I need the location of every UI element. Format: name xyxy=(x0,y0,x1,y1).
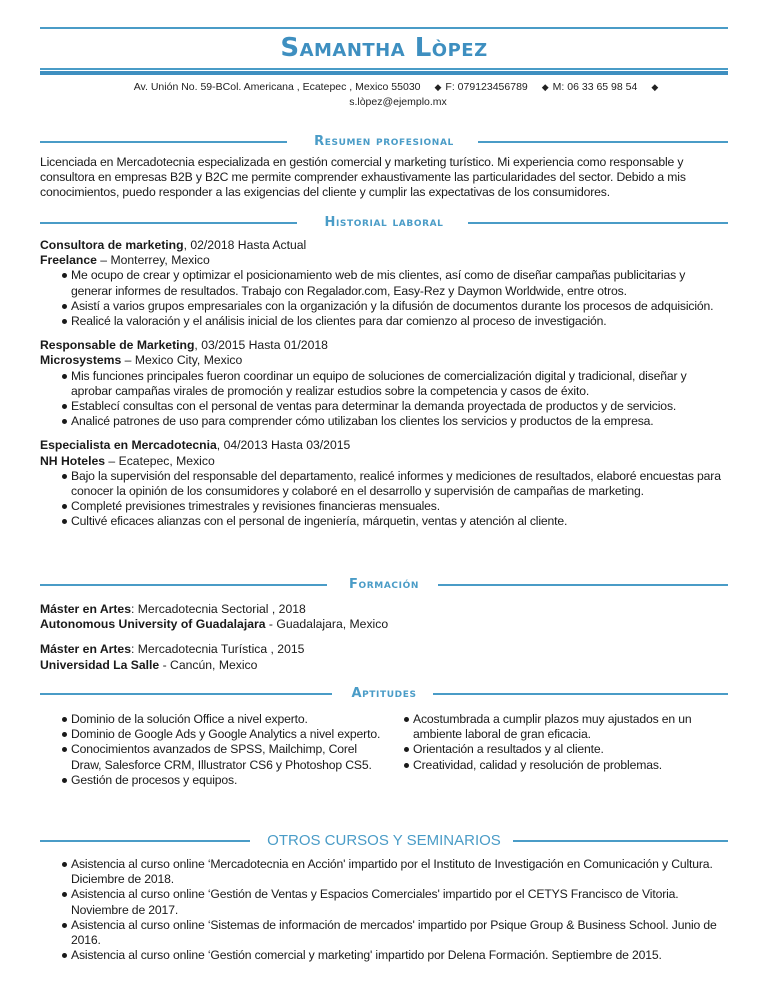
job-role: Especialista en Mercadotecnia xyxy=(40,438,217,453)
job-bullets xyxy=(40,369,728,430)
candidate-name: Samantha Lòpez xyxy=(280,33,488,63)
job-location: – Monterrey, Mexico xyxy=(96,253,210,268)
courses-list xyxy=(40,857,728,963)
section-header-education xyxy=(40,575,728,595)
list-item: Asistencia al curso online ‘Gestión de Ventas y Espacios Comerciales' impartido por el CETYS Francisco de Vitoria. Noviembre de 2017. xyxy=(71,887,728,917)
section-title: Resumen profesional xyxy=(302,134,466,149)
job-entry xyxy=(40,438,728,529)
list-item: Bajo la supervisión del responsable del departamento, realicé informes y mediciones de resultados, elaboré encuestas para conocer la opinión de los consumidores y colaboré en el desarrollo y supervisión de campañas de marketing. xyxy=(71,469,728,499)
section-header-experience xyxy=(40,213,728,233)
degree-field: : Mercadotecnia Sectorial , 2018 xyxy=(131,602,306,616)
job-company: NH Hoteles xyxy=(40,453,106,468)
list-item: Gestión de procesos y equipos. xyxy=(71,773,384,788)
experience-list xyxy=(40,238,728,539)
list-item: Acostumbrada a cumplir plazos muy ajustados en un ambiente laboral de gran eficacia. xyxy=(413,712,728,742)
education-entry xyxy=(40,642,728,672)
school-location: - Cancún, Mexico xyxy=(159,657,258,672)
school-location: - Guadalajara, Mexico xyxy=(265,617,389,632)
list-item: Completé previsiones trimestrales y revisiones financieras mensuales. xyxy=(71,499,728,514)
contact-info xyxy=(98,80,698,110)
name-divider-thin xyxy=(40,68,728,70)
list-item: Asistí a varios grupos empresariales con la organización y la difusión de documentos durante los procesos de adquisición. xyxy=(71,299,728,314)
list-item: Asistencia al curso online ‘Sistemas de información de mercados' impartido por Psique Group & Business School. Junio de 2016. xyxy=(71,918,728,948)
job-dates: , 04/2013 Hasta 03/2015 xyxy=(216,438,351,453)
job-role: Responsable de Marketing xyxy=(40,338,195,353)
summary-text: Licenciada en Mercadotecnia especializada en gestión comercial y marketing turístico. Mi experiencia como responsable y consultora en empresas B2B y B2C me permite comprender exhaustivamente las particularidades del sector. Debido a mis conocimientos, puedo responder a las exigencias del cliente y cumplir las expectativas de los consumidores. xyxy=(40,155,686,200)
list-item: Realicé la valoración y el análisis inicial de los clientes para dar comienzo al proceso de investigación. xyxy=(71,314,728,329)
address: Av. Unión No. 59-BCol. Americana , Ecatepec , Mexico 55030 xyxy=(133,81,421,93)
skills-list xyxy=(40,712,728,788)
section-title: OTROS CURSOS Y SEMINARIOS xyxy=(255,832,513,849)
list-item: Dominio de Google Ads y Google Analytics a nivel experto. xyxy=(71,727,384,742)
top-divider xyxy=(40,27,728,29)
job-bullets xyxy=(40,469,728,530)
diamond-icon: ◆ xyxy=(434,82,442,92)
list-item: Asistencia al curso online ‘Mercadotecnia en Acción' impartido por el Instituto de Investigación en Comunicación y Cultura. Diciembre de 2018. xyxy=(71,857,728,887)
list-item: Me ocupo de crear y optimizar el posicionamiento web de mis clientes, así como de diseñar campañas publicitarias y generar informes de resultados. Trabajo con Regalador.com, Easy-Rez y Daymon Worldwide, entre otros. xyxy=(71,268,728,298)
job-bullets xyxy=(40,268,728,329)
list-item: Creatividad, calidad y resolución de problemas. xyxy=(413,758,728,773)
skills-column-right xyxy=(384,712,728,788)
section-header-summary xyxy=(40,132,728,152)
job-location: – Ecatepec, Mexico xyxy=(105,453,215,468)
list-item: Orientación a resultados y al cliente. xyxy=(413,742,728,757)
section-title: Historial laboral xyxy=(312,215,455,230)
section-header-courses xyxy=(40,831,728,851)
job-company: Microsystems xyxy=(40,353,122,368)
job-dates: , 02/2018 Hasta Actual xyxy=(183,238,307,252)
job-location: – Mexico City, Mexico xyxy=(121,353,243,368)
school: Universidad La Salle xyxy=(40,657,160,672)
list-item: Analicé patrones de uso para comprender cómo utilizaban los clientes los servicios y productos de la empresa. xyxy=(71,414,728,429)
diamond-icon: ◆ xyxy=(541,82,549,92)
degree: Máster en Artes xyxy=(40,642,131,657)
name-divider-thick xyxy=(40,71,728,75)
degree: Máster en Artes xyxy=(40,602,131,616)
skills-column-left xyxy=(40,712,384,788)
job-entry xyxy=(40,238,728,329)
job-entry xyxy=(40,338,728,429)
job-dates: , 03/2015 Hasta 01/2018 xyxy=(194,338,328,353)
list-item: Cultivé eficaces alianzas con el personal de ingeniería, márquetin, ventas y atención al cliente. xyxy=(71,514,728,529)
section-title: Aptitudes xyxy=(339,686,428,701)
list-item: Mis funciones principales fueron coordinar un equipo de soluciones de comercialización digital y tradicional, diseñar y aprobar campañas virales de promoción y realizar estudios sobre la competencia y casos de éxito. xyxy=(71,369,728,399)
list-item: Conocimientos avanzados de SPSS, Mailchimp, Corel Draw, Salesforce CRM, Illustrator CS6 y Photoshop CS5. xyxy=(71,742,384,772)
list-item: Dominio de la solución Office a nivel experto. xyxy=(71,712,384,727)
section-title: Formación xyxy=(337,577,431,592)
education-entry xyxy=(40,602,728,632)
diamond-icon: ◆ xyxy=(651,82,659,92)
section-header-skills xyxy=(40,684,728,704)
job-role: Consultora de marketing xyxy=(40,238,184,252)
list-item: Establecí consultas con el personal de ventas para determinar la demanda proyectada de productos y de servicios. xyxy=(71,399,728,414)
phone: F: 079123456789 xyxy=(445,81,528,93)
mobile: M: 06 33 65 98 54 xyxy=(552,81,638,93)
job-company: Freelance xyxy=(40,253,97,268)
list-item: Asistencia al curso online ‘Gestión comercial y marketing' impartido por Delena Formación. Septiembre de 2015. xyxy=(71,948,728,963)
education-list xyxy=(40,602,728,683)
email[interactable]: s.lòpez@ejemplo.mx xyxy=(349,96,447,108)
degree-field: : Mercadotecnia Turística , 2015 xyxy=(131,642,305,657)
school: Autonomous University of Guadalajara xyxy=(40,617,266,632)
